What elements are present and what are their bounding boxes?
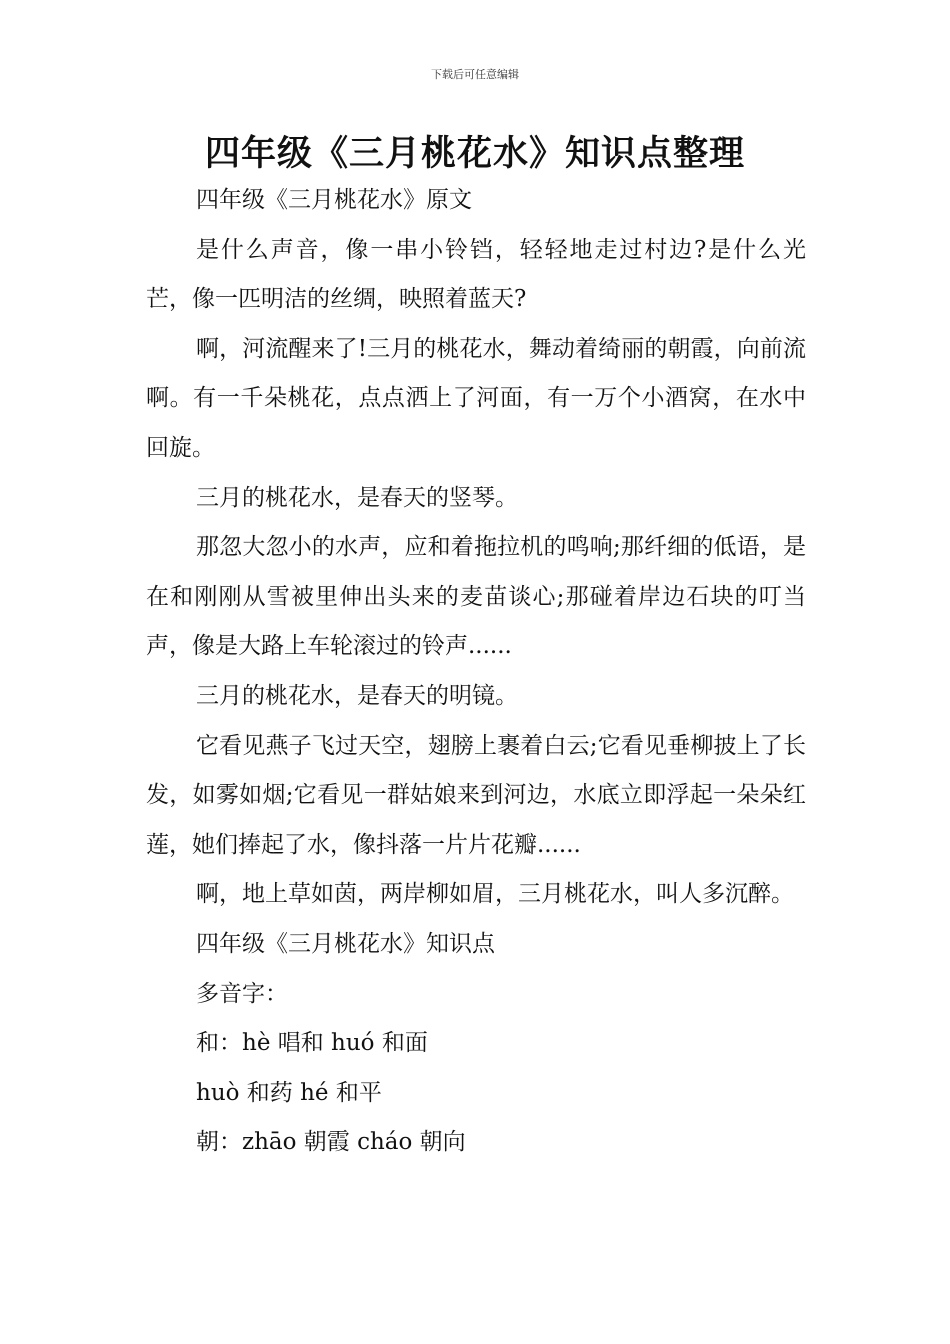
paragraph-7: 啊，地上草如茵，两岸柳如眉，三月桃花水，叫人多沉醉。 <box>196 881 794 908</box>
paragraph-3: 三月的桃花水，是春天的竖琴。 <box>196 484 518 511</box>
section-heading-knowledge: 四年级《三月桃花水》知识点 <box>196 930 495 957</box>
document-body <box>146 176 806 1168</box>
polyphone-chao-line: 朝：zhāo 朝霞 cháo 朝向 <box>196 1129 466 1156</box>
paragraph-1: 是什么声音，像一串小铃铛，轻轻地走过村边?是什么光芒，像一匹明洁的丝绸，映照着蓝天? <box>146 236 806 313</box>
paragraph-2: 啊，河流醒来了!三月的桃花水，舞动着绮丽的朝霞，向前流啊。有一千朵桃花，点点洒上了河面，有一万个小酒窝，在水中回旋。 <box>146 335 806 461</box>
section-heading-original: 四年级《三月桃花水》原文 <box>196 187 472 213</box>
polyphone-he-line-1: 和：hè 唱和 huó 和面 <box>196 1030 428 1057</box>
paragraph-4: 那忽大忽小的水声，应和着拖拉机的鸣响;那纤细的低语，是在和刚刚从雪被里伸出头来的麦苗谈心;那碰着岸边石块的叮当声，像是大路上车轮滚过的铃声...... <box>146 534 806 660</box>
document-title: 四年级《三月桃花水》知识点整理 <box>204 133 745 174</box>
polyphone-he-line-2: huò 和药 hé 和平 <box>196 1079 382 1106</box>
page-header-note: 下载后可任意编辑 <box>431 68 519 81</box>
polyphone-heading: 多音字： <box>196 980 288 1007</box>
paragraph-6: 它看见燕子飞过天空，翅膀上裹着白云;它看见垂柳披上了长发，如雾如烟;它看见一群姑娘来到河边，水底立即浮起一朵朵红莲，她们捧起了水，像抖落一片片花瓣...... <box>146 732 806 858</box>
paragraph-5: 三月的桃花水，是春天的明镜。 <box>196 682 518 709</box>
